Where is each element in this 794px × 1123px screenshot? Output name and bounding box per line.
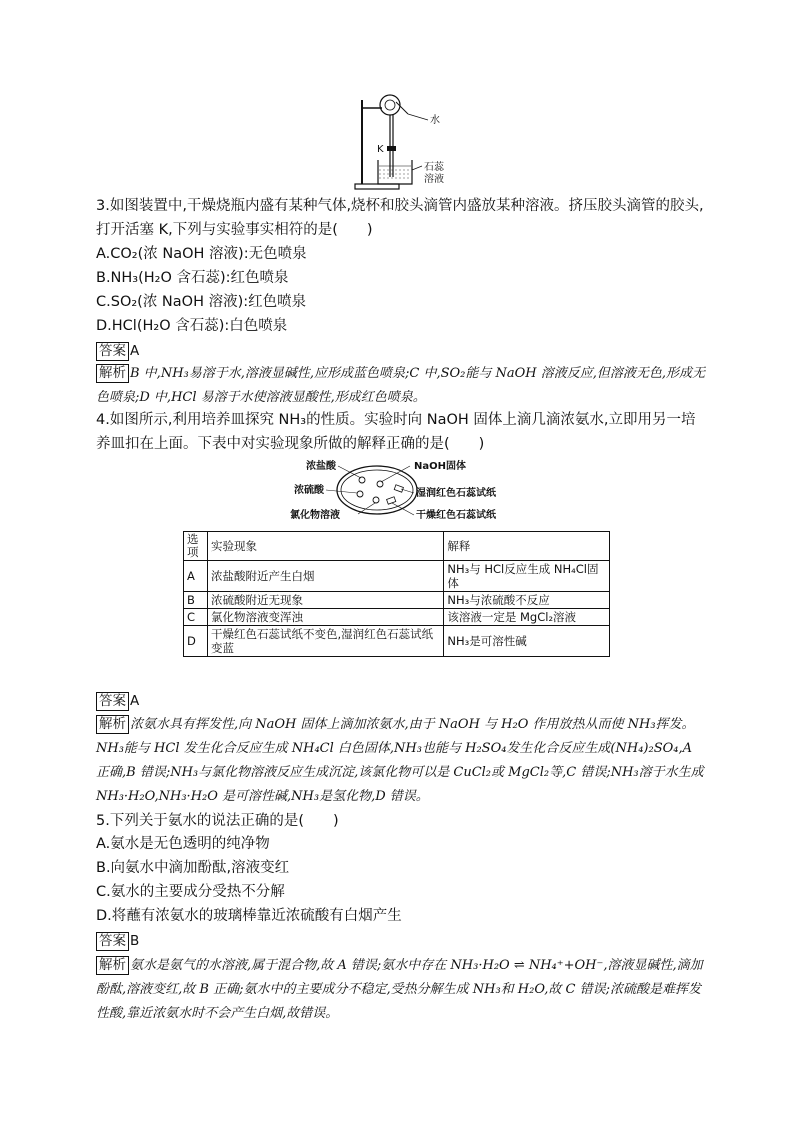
dish-h2so4 (357, 491, 363, 497)
q4-table (183, 531, 610, 657)
explain-text: 浓氨水具有挥发性,向 NaOH 固体上滴加浓氨水,由于 NaOH 与 H₂O 作用放热从而使 NH₃挥发。NH₃能与 HCl 发生化合反应生成 NH₄Cl 白色固体,NH₃也能与 H₂SO₄发生化合反应生成(NH₄)₂SO₄,A 正确,B 错误;NH₃与氯化物溶液反应生成沉淀,该氯化物可以是 CuCl₂或 MgCl₂等,C 错误;NH₃溶于水生成 NH₃·H₂O,NH₃·H₂O 是可溶性碱,NH₃是氢化物,D 错误。 (96, 717, 704, 804)
explain-text: 氨水是氨气的水溶液,属于混合物,故 A 错误;氨水中存在 NH₃·H₂O ⇌ NH₄⁺+OH⁻,溶液显碱性,滴加酚酞,溶液变红,故 B 正确;氨水中的主要成分不稳定,受热分解生成 NH₃和 H₂O,故 C 错误;浓硫酸是难挥发性酸,靠近浓氨水时不会产生白烟,故错误。 (96, 958, 703, 1021)
stopcock-k (387, 146, 396, 151)
answer-tag: 答案 (96, 692, 129, 711)
fig-label-wet-paper: 湿润红色石蕊试纸 (416, 488, 496, 499)
fig-label-chloride: 氯化物溶液 (290, 510, 340, 521)
table-cell: C (184, 609, 208, 626)
question-4-stem: 4.如图所示,利用培养皿探究 NH₃的性质。实验时向 NaOH 固体上滴几滴浓氨水,立即用另一培养皿扣在上面。下表中对实验现象所做的解释正确的是( ) (96, 412, 696, 452)
dish-naoh (377, 481, 383, 487)
q5-option-a: A.氨水是无色透明的纯净物 (96, 836, 270, 852)
fig-label-h2so4: 浓硫酸 (294, 485, 324, 496)
q4-answer (96, 690, 139, 712)
dropper (396, 102, 408, 114)
q5-explanation (96, 954, 706, 1026)
table-header-row (184, 532, 610, 561)
q5-option-d: D.将蘸有浓氨水的玻璃棒靠近浓硫酸有白烟产生 (96, 908, 402, 924)
explain-text: B 中,NH₃易溶于水,溶液显碱性,应形成蓝色喷泉;C 中,SO₂能与 NaOH 溶液反应,但溶液无色,形成无色喷泉;D 中,HCl 易溶于水使溶液显酸性,形成红色喷泉。 (96, 366, 706, 405)
fig-label-hcl: 浓盐酸 (306, 461, 336, 472)
fountain-apparatus-figure (350, 92, 470, 192)
explain-tag: 解析 (96, 364, 129, 383)
explain-tag: 解析 (96, 956, 129, 975)
answer-value: A (130, 343, 140, 359)
fig-label-dry-paper: 干燥红色石蕊试纸 (416, 510, 496, 521)
table-header-cell: 实验现象 (207, 532, 443, 561)
petri-dish-figure (280, 456, 520, 526)
flask (380, 95, 400, 115)
answer-tag: 答案 (96, 932, 129, 951)
table-cell: NH₃与浓硫酸不反应 (444, 592, 610, 609)
q3-explanation (96, 362, 706, 410)
table-row (184, 626, 610, 657)
q3-option-c: C.SO₂(浓 NaOH 溶液):红色喷泉 (96, 294, 307, 310)
dish-dry-paper (387, 497, 396, 504)
table-row (184, 592, 610, 609)
q4-explanation (96, 713, 706, 809)
table-cell: B (184, 592, 208, 609)
label-rongye: 溶液 (424, 174, 444, 185)
q5-option-c: C.氨水的主要成分受热不分解 (96, 884, 285, 900)
explain-tag: 解析 (96, 715, 129, 734)
table-cell: 浓盐酸附近产生白烟 (207, 561, 443, 592)
answer-value: B (130, 933, 140, 949)
table-cell: 浓硫酸附近无现象 (207, 592, 443, 609)
table-cell: 该溶液一定是 MgCl₂溶液 (444, 609, 610, 626)
q3-option-b: B.NH₃(H₂O 含石蕊):红色喷泉 (96, 270, 289, 286)
fig-label-naoh: NaOH固体 (414, 461, 466, 472)
table-cell: 干燥红色石蕊试纸不变色,湿润红色石蕊试纸变蓝 (207, 626, 443, 657)
q3-option-d: D.HCl(H₂O 含石蕊):白色喷泉 (96, 318, 288, 334)
label-shirui: 石蕊 (424, 162, 444, 173)
label-water: 水 (430, 115, 440, 126)
dish-chloride (373, 497, 379, 503)
table-header-cell: 解释 (444, 532, 610, 561)
table-cell: A (184, 561, 208, 592)
table-cell: NH₃是可溶性碱 (444, 626, 610, 657)
question-5-stem: 5.下列关于氨水的说法正确的是( ) (96, 813, 339, 829)
q5-answer (96, 930, 139, 952)
table-cell: NH₃与 HCl反应生成 NH₄Cl固体 (444, 561, 610, 592)
question-3-stem: 3.如图装置中,干燥烧瓶内盛有某种气体,烧杯和胶头滴管内盛放某种溶液。挤压胶头滴管的胶头,打开活塞 K,下列与实验事实相符的是( ) (96, 198, 704, 238)
q3-answer (96, 340, 139, 362)
table-cell: 氯化物溶液变浑浊 (207, 609, 443, 626)
label-k: K (377, 144, 384, 155)
beaker (378, 160, 412, 184)
q5-option-b: B.向氨水中滴加酚酞,溶液变红 (96, 860, 290, 876)
answer-value: A (130, 693, 140, 709)
table-header-cell: 选项 (184, 532, 208, 561)
answer-tag: 答案 (96, 342, 129, 361)
table-cell: D (184, 626, 208, 657)
stand-base (355, 184, 399, 189)
table-row (184, 609, 610, 626)
q3-option-a: A.CO₂(浓 NaOH 溶液):无色喷泉 (96, 246, 307, 262)
table-row (184, 561, 610, 592)
dish-hcl (359, 477, 365, 483)
dish-wet-paper (394, 485, 403, 492)
